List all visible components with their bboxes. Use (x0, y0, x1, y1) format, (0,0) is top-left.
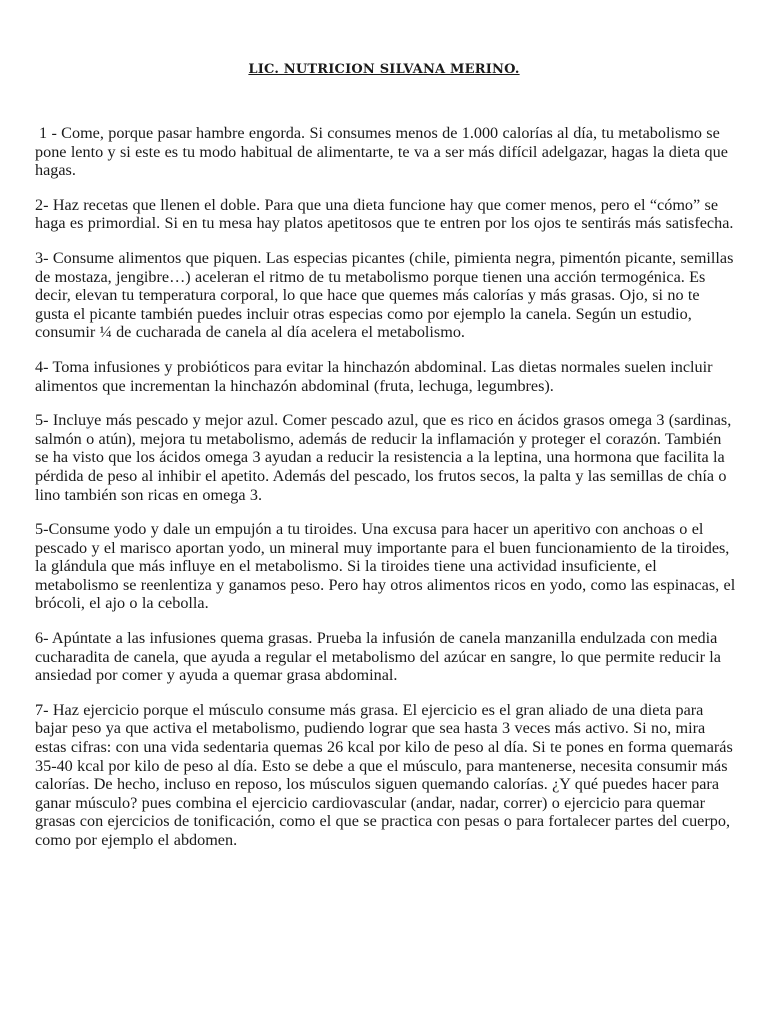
paragraph-1: 1 - Come, porque pasar hambre engorda. Si consumes menos de 1.000 calorías al día, tu metabolismo se pone lento y si este es tu modo habitual de alimentarte, te va a ser más difícil adelgazar, hagas la dieta que hagas. (35, 124, 728, 180)
paragraph-2: 2- Haz recetas que llenen el doble. Para que una dieta funcione hay que comer menos, pero el “cómo” se haga es primordial. Si en tu mesa hay platos apetitosos que te entren por los ojos te sentirás más satisfecha. (35, 195, 734, 233)
paragraph-3: 3- Consume alimentos que piquen. Las especias picantes (chile, pimienta negra, pimentón picante, semillas de mostaza, jengibre…) aceleran el ritmo de tu metabolismo porque tienen una acción termogénica. Es decir, elevan tu temperatura corporal, lo que hace que quemes más calorías y más grasas. Ojo, si no te gusta el picante también puedes incluir otras especias como por ejemplo la canela. Según un estudio, consumir ¼ de cucharada de canela al día acelera el metabolismo. (35, 248, 734, 342)
paragraph-7: 6- Apúntate a las infusiones quema grasas. Prueba la infusión de canela manzanilla endulzada con media cucharadita de canela, que ayuda a regular el metabolismo del azúcar en sangre, lo que permite reducir la ansiedad por comer y ayuda a quemar grasa abdominal. (35, 629, 721, 685)
paragraph-5: 5- Incluye más pescado y mejor azul. Comer pescado azul, que es rico en ácidos grasos omega 3 (sardinas, salmón o atún), mejora tu metabolismo, además de reducir la inflamación y proteger el corazón. También se ha visto que los ácidos omega 3 ayudan a reducir la resistencia a la leptina, una hormona que facilita la pérdida de peso al inhibir el apetito. Además del pescado, los frutos secos, la palta y las semillas de chía o lino también son ricas en omega 3. (35, 411, 732, 504)
paragraph-4: 4- Toma infusiones y probióticos para evitar la hinchazón abdominal. Las dietas normales suelen incluir alimentos que incrementan la hinchazón abdominal (fruta, lechuga, legumbres). (35, 357, 713, 395)
paragraph-6: 5-Consume yodo y dale un empujón a tu tiroides. Una excusa para hacer un aperitivo con anchoas o el pescado y el marisco aportan yodo, un mineral muy importante para el buen funcionamiento de la tiroides, la glándula que más influye en el metabolismo. Si la tiroides tiene una actividad insuficiente, el metabolismo se reenlentiza y ganamos peso. Pero hay otros alimentos ricos en yodo, como las espinacas, el brócoli, el ajo o la cebolla. (35, 520, 736, 613)
paragraph-8: 7- Haz ejercicio porque el músculo consume más grasa. El ejercicio es el gran aliado de una dieta para bajar peso ya que activa el metabolismo, pudiendo lograr que sea hasta 3 veces más activo. Si no, mira estas cifras: con una vida sedentaria quemas 26 kcal por kilo de peso al día. Si te pones en forma quemarás 35-40 kcal por kilo de peso al día. Esto se debe a que el músculo, para mantenerse, necesita consumir más calorías. De hecho, incluso en reposo, los músculos siguen quemando calorías. ¿Y qué puedes hacer para ganar músculo? pues combina el ejercicio cardiovascular (andar, nadar, correr) o ejercicio para quemar grasas con ejercicios de tonificación, como el que se practica con pesas o para fortalecer partes del cuerpo, como por ejemplo el abdomen. (35, 700, 733, 849)
document-title: LIC. NUTRICION SILVANA MERINO. (248, 62, 520, 77)
document-body (35, 124, 737, 866)
